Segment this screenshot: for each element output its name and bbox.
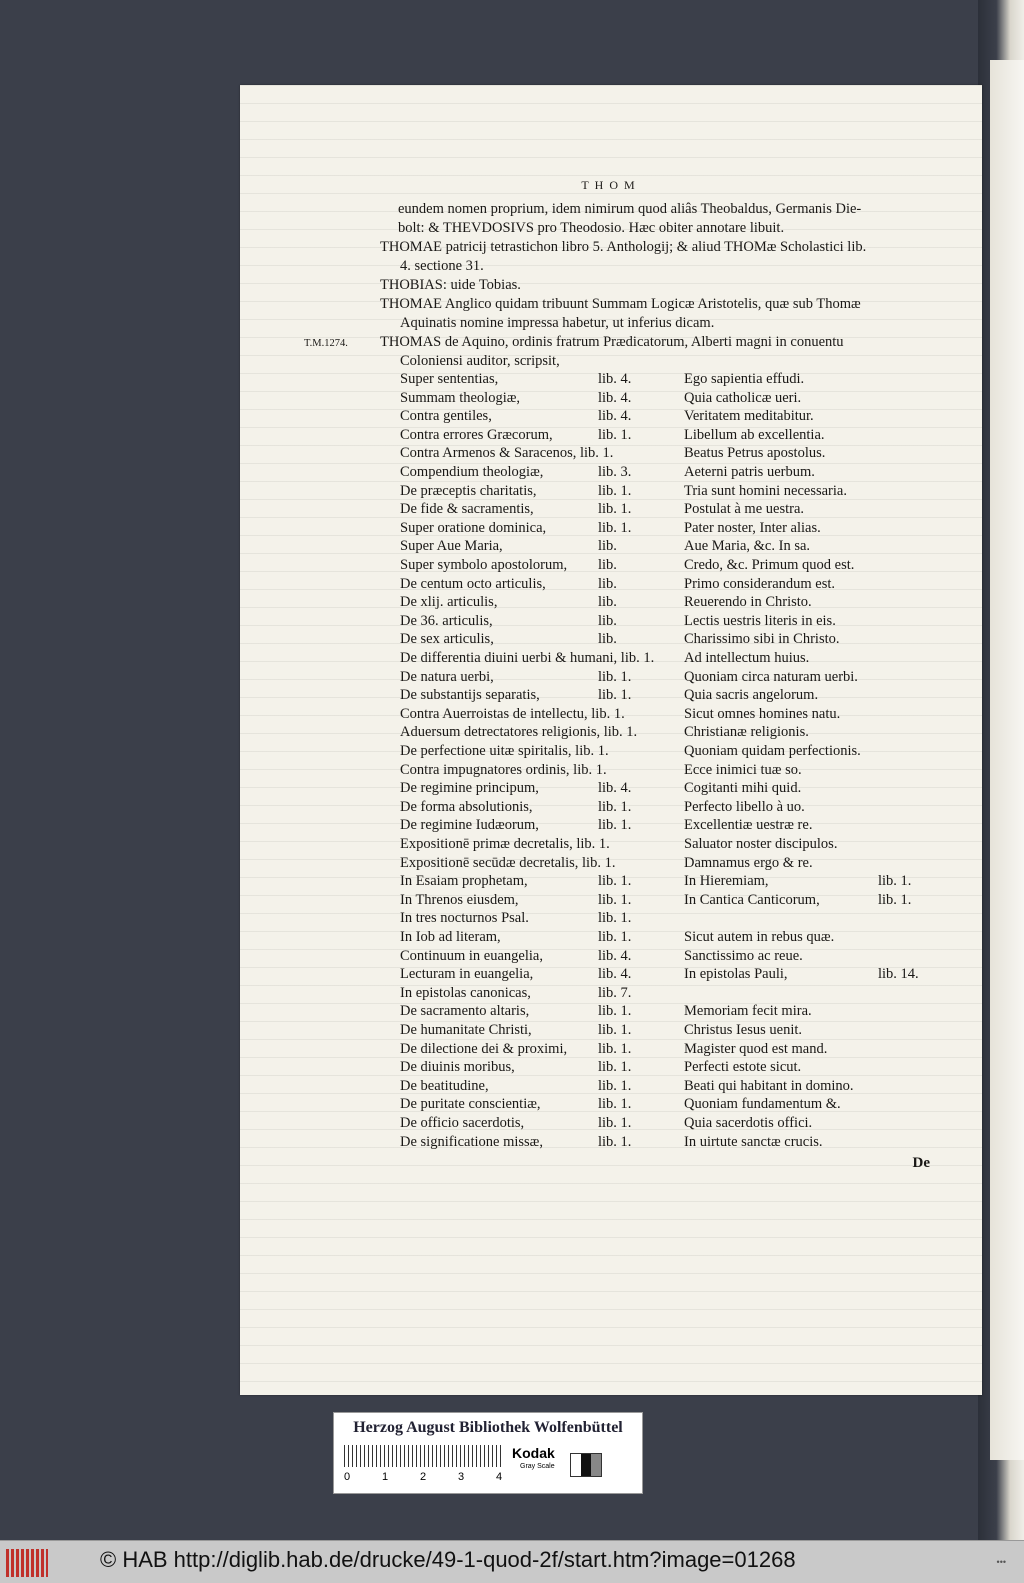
work-incipit: Sanctissimo ac reue. [684,947,803,964]
running-head: THOM [581,178,641,192]
work-books: lib. 1. [598,687,632,704]
work-incipit: Christus Iesus uenit. [684,1022,803,1038]
work-row [240,966,982,984]
work-title: De officio sacerdotis, [400,1115,525,1131]
work-title: De fide & sacramentis, [400,501,534,518]
work-incipit: Reuerendo in Christo. [684,594,812,611]
work-row [240,762,982,780]
work-row [240,892,982,910]
kodak-logo: Kodak [512,1445,555,1461]
work-incipit: Postulat à me uestra. [684,501,805,518]
work-row [240,817,982,835]
work-incipit: Saluator noster discipulos. [684,836,838,852]
work-books: lib. 1. [598,817,632,834]
ruler-number: 2 [420,1471,427,1483]
work-incipit: Quoniam fundamentum &. [684,1096,841,1113]
work-title: De præceptis charitatis, [400,482,537,499]
work-books-2: lib. 1. [878,873,912,890]
work-row [240,576,982,594]
intro-line: THOMAE Anglico quidam tribuunt Summam Logicæ Aristotelis, quæ sub Thomæ [380,296,861,312]
work-incipit: Lectis uestris literis in eis. [684,612,836,629]
book-page [240,85,982,1395]
work-books: lib. 1. [598,873,632,890]
ruler [344,1445,504,1467]
intro-line: bolt: & THEVDOSIVS pro Theodosio. Hæc obiter annotare libuit. [398,220,785,236]
work-title: De humanitate Christi, [400,1022,532,1038]
work-title: In Iob ad literam, [400,929,501,945]
work-incipit: Libellum ab excellentia. [684,426,825,443]
work-title: In Esaiam prophetam, [400,873,528,890]
color-bar [333,1412,643,1494]
ruler-number: 1 [382,1471,389,1483]
work-title: Contra impugnatores ordinis, lib. 1. [400,761,607,778]
work-row [240,799,982,817]
work-title: De substantijs separatis, [400,687,540,704]
work-title: De beatitudine, [400,1077,489,1094]
work-title: De regimine Iudæorum, [400,817,539,834]
intro-line: Aquinatis nomine impressa habetur, ut inferius dicam. [400,315,715,331]
work-incipit: In Cantica Canticorum, [684,891,820,908]
work-row [240,427,982,445]
work-books: lib. 4. [598,966,632,983]
work-incipit: Ad intellectum huius. [684,650,810,666]
work-books: lib. [598,612,617,629]
work-incipit: Sicut omnes homines natu. [684,705,841,722]
work-title: Contra gentiles, [400,408,492,425]
work-incipit: In Hieremiam, [684,873,769,890]
ruler-number: 3 [458,1471,465,1483]
work-incipit: Damnamus ergo & re. [684,854,813,871]
work-books: lib. 1. [598,1040,632,1057]
work-title: Lecturam in euangelia, [400,966,534,983]
work-title: Super sententias, [400,371,499,387]
work-title: In Threnos eiusdem, [400,891,519,908]
intro-line: 4. sectione 31. [400,258,484,274]
intro-line: eundem nomen proprium, idem nimirum quod aliâs Theobaldus, Germanis Die- [398,201,862,217]
hab-logo-icon [6,1549,48,1577]
intro-line: THOBIAS: uide Tobias. [380,277,521,293]
work-incipit: Charissimo sibi in Christo. [684,631,840,648]
kodak-subtitle: Gray Scale [520,1463,555,1470]
work-row [240,408,982,426]
work-title: De 36. articulis, [400,612,493,629]
work-title: De differentia diuini uerbi & humani, lib. 1. [400,650,655,666]
work-incipit: In epistolas Pauli, [684,966,788,983]
work-row [240,929,982,947]
work-title: De regimine principum, [400,780,539,797]
work-row [240,445,982,463]
work-books-2: lib. 1. [878,891,912,908]
work-row [240,1096,982,1114]
work-title: De xlij. articulis, [400,594,498,611]
work-title: De forma absolutionis, [400,798,533,815]
work-books: lib. 1. [598,1096,632,1113]
work-row [240,520,982,538]
work-incipit: Magister quod est mand. [684,1040,828,1057]
work-incipit: Ego sapientia effudi. [684,371,805,387]
work-incipit: Aeterni patris uerbum. [684,464,815,480]
work-row [240,631,982,649]
work-title: Summam theologiæ, [400,389,521,406]
work-books: lib. 4. [598,371,632,387]
work-incipit: Perfecto libello à uo. [684,798,805,815]
work-row [240,706,982,724]
work-title: Compendium theologiæ, [400,464,544,480]
work-row [240,464,982,482]
work-title: Continuum in euangelia, [400,947,543,964]
work-row [240,985,982,1003]
work-row [240,780,982,798]
footer-url[interactable]: © HAB http://diglib.hab.de/drucke/49-1-quod-2f/start.htm?image=01268 [100,1547,796,1572]
work-incipit: Memoriam fecit mira. [684,1003,812,1020]
work-incipit: Cogitanti mihi quid. [684,780,802,797]
work-title: Contra Armenos & Saracenos, lib. 1. [400,445,614,462]
work-books-2: lib. 14. [878,966,919,983]
work-row [240,594,982,612]
work-books: lib. [598,538,617,555]
work-books: lib. 1. [598,798,632,815]
colorbar-title: Herzog August Bibliothek Wolfenbüttel [353,1419,623,1436]
work-incipit: Excellentiæ uestræ re. [684,817,813,834]
work-title: De perfectione uitæ spiritalis, lib. 1. [400,743,609,759]
work-title: In epistolas canonicas, [400,984,531,1001]
work-books: lib. [598,594,617,611]
work-books: lib. [598,631,617,648]
work-row [240,1003,982,1021]
work-title: De sacramento altaris, [400,1003,530,1020]
work-title: Super symbolo apostolorum, [400,557,568,573]
work-row [240,1041,982,1059]
work-row [240,1078,982,1096]
work-row [240,371,982,389]
work-row [240,483,982,501]
work-books: lib. 1. [598,482,632,499]
work-books: lib. 3. [598,464,632,480]
work-books: lib. 1. [598,1115,632,1131]
work-title: De sex articulis, [400,631,494,648]
footer-bar [0,1540,1024,1583]
work-books: lib. 1. [598,910,632,927]
gray-scale-swatch [570,1453,602,1477]
work-incipit: Tria sunt homini necessaria. [684,482,847,499]
work-title: Expositionē primæ decretalis, lib. 1. [400,836,610,852]
work-incipit: Sicut autem in rebus quæ. [684,929,835,945]
work-title: Super Aue Maria, [400,538,503,555]
work-row [240,855,982,873]
work-title: Contra Auerroistas de intellectu, lib. 1. [400,705,625,722]
work-books: lib. 1. [598,668,632,685]
work-title: Aduersum detrectatores religionis, lib. 1. [400,724,638,741]
work-row [240,557,982,575]
work-title: De significatione missæ, [400,1133,543,1150]
work-row [240,1134,982,1152]
work-row [240,910,982,928]
work-incipit: Beatus Petrus apostolus. [684,445,826,462]
work-books: lib. 1. [598,1133,632,1150]
work-books: lib. 1. [598,519,632,536]
work-books: lib. 1. [598,1003,632,1020]
work-row [240,687,982,705]
work-books: lib. 1. [598,426,632,443]
intro-line: THOMAS de Aquino, ordinis fratrum Prædicatorum, Alberti magni in conuentu [380,334,844,350]
work-incipit: Pater noster, Inter alias. [684,519,821,536]
work-title: De diuinis moribus, [400,1059,515,1076]
footer-right: ••• [996,1557,1006,1567]
work-books: lib. 1. [598,891,632,908]
work-title: De centum octo articulis, [400,575,546,592]
work-incipit: Aue Maria, &c. In sa. [684,538,811,555]
work-incipit: Quia sacris angelorum. [684,687,819,704]
catchword: De [912,1155,930,1171]
intro-line: Coloniensi auditor, scripsit, [400,353,560,369]
work-books: lib. 4. [598,780,632,797]
work-row [240,948,982,966]
work-incipit: Quia catholicæ ueri. [684,389,802,406]
intro-line: THOMAE patricij tetrastichon libro 5. Anthologij; & aliud THOMæ Scholastici lib. [380,239,867,255]
work-incipit: In uirtute sanctæ crucis. [684,1133,823,1150]
work-incipit: Quoniam quidam perfectionis. [684,743,861,759]
ruler-number: 4 [496,1471,503,1483]
margin-note: T.M.1274. [304,338,348,349]
work-books: lib. 1. [598,929,632,945]
work-books: lib. 1. [598,1077,632,1094]
work-books: lib. [598,557,617,573]
work-incipit: Credo, &c. Primum quod est. [684,557,855,573]
work-incipit: Veritatem meditabitur. [684,408,814,425]
work-incipit: Ecce inimici tuæ so. [684,761,802,778]
work-row [240,538,982,556]
work-incipit: Beati qui habitant in domino. [684,1077,854,1094]
work-title: De natura uerbi, [400,668,494,685]
work-row [240,1022,982,1040]
work-row [240,724,982,742]
facing-page-edge [990,60,1024,1460]
work-books: lib. 7. [598,984,632,1001]
ruler-number: 0 [344,1471,351,1483]
work-title: Contra errores Græcorum, [400,426,553,443]
work-books: lib. 1. [598,1022,632,1038]
work-books: lib. 4. [598,408,632,425]
work-row [240,613,982,631]
work-row [240,501,982,519]
work-title: De puritate conscientiæ, [400,1096,541,1113]
work-title: In tres nocturnos Psal. [400,910,529,927]
work-row [240,390,982,408]
work-row [240,1059,982,1077]
work-row [240,743,982,761]
work-row [240,873,982,891]
work-title: Super oratione dominica, [400,519,547,536]
work-row [240,1115,982,1133]
work-books: lib. [598,575,617,592]
work-row [240,669,982,687]
work-title: Expositionē secūdæ decretalis, lib. 1. [400,854,616,871]
work-row [240,836,982,854]
work-incipit: Christianæ religionis. [684,724,809,741]
work-books: lib. 4. [598,947,632,964]
work-books: lib. 4. [598,389,632,406]
work-incipit: Quia sacerdotis offici. [684,1115,813,1131]
work-books: lib. 1. [598,501,632,518]
work-books: lib. 1. [598,1059,632,1076]
work-title: De dilectione dei & proximi, [400,1040,568,1057]
work-incipit: Primo considerandum est. [684,575,836,592]
work-incipit: Perfecti estote sicut. [684,1059,802,1076]
work-incipit: Quoniam circa naturam uerbi. [684,668,858,685]
work-row [240,650,982,668]
